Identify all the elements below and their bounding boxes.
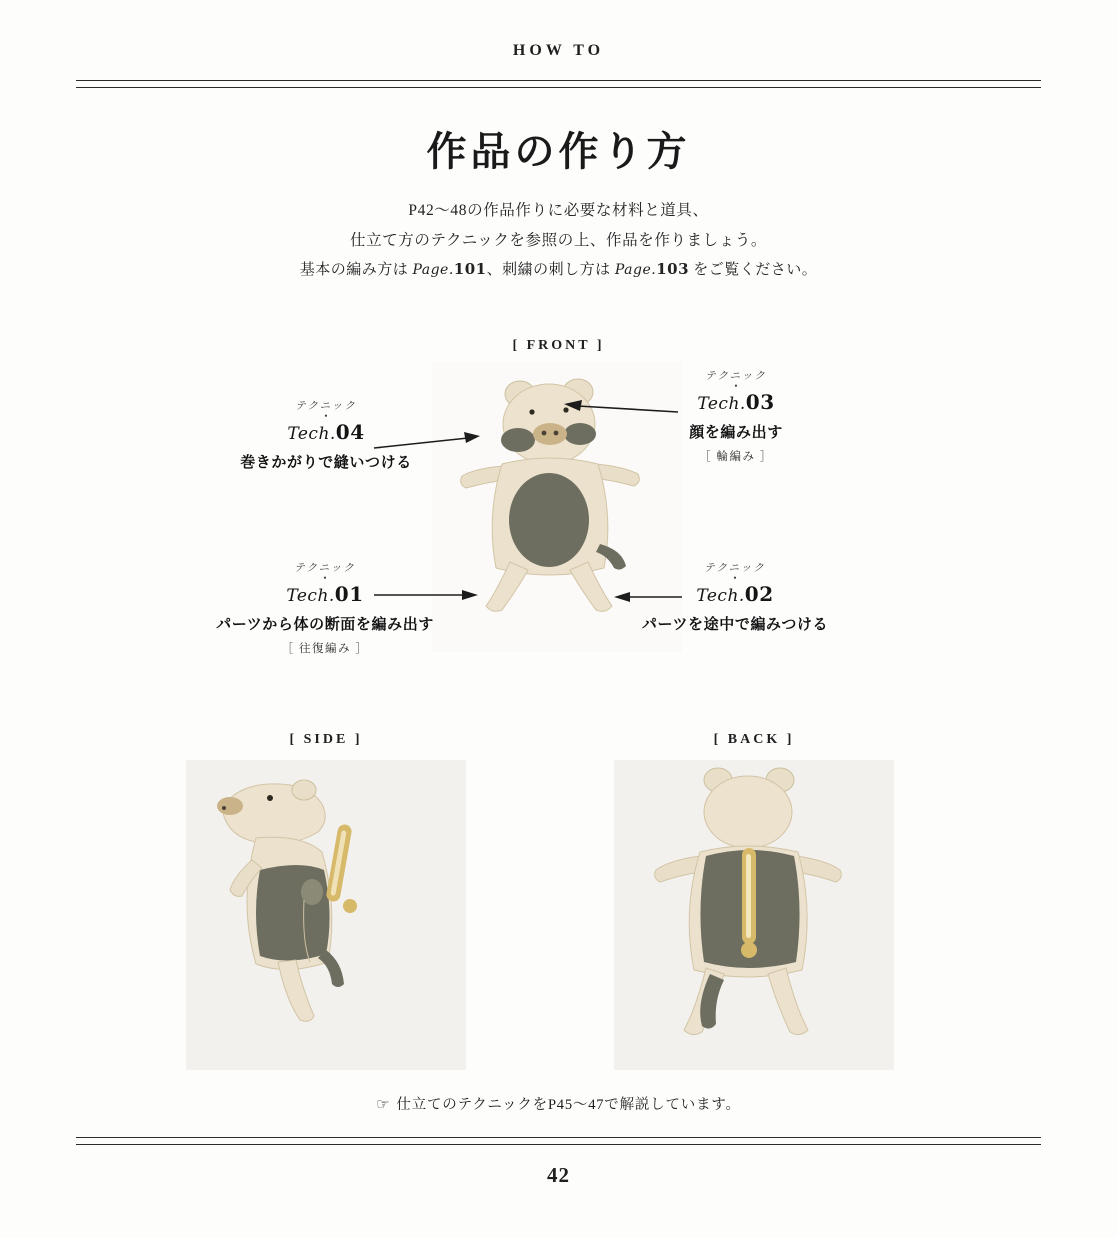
page-ref-103-number: 103 — [656, 260, 690, 278]
callout-tech-02-number: 02 — [744, 582, 774, 606]
arrow-tech-02 — [612, 588, 684, 608]
callout-tech-03-number: 03 — [745, 390, 775, 414]
pointing-hand-icon: ☞ — [376, 1097, 391, 1113]
callout-tech-03-bracket: ［ 輪編み ］ — [699, 451, 773, 463]
callout-tech-01-dot: • — [323, 573, 327, 583]
page-title: 作品の作り方 — [426, 129, 691, 174]
callout-tech-01-description: パーツから体の断面を編み出す — [216, 617, 434, 633]
callout-tech-04-prefix: Tech. — [287, 424, 336, 444]
callout-tech-01-kana: テクニック — [294, 562, 356, 574]
page-ref-101 — [412, 262, 486, 278]
intro-line-2: 仕立て方のテクニックを参照の上、作品を作りましょう。 — [349, 232, 768, 249]
reference-note-suffix: をご覧ください。 — [689, 262, 818, 278]
photo-back-view — [614, 760, 894, 1070]
view-label-front: [ FRONT ] — [512, 338, 605, 353]
callout-tech-04-kana: テクニック — [295, 400, 357, 412]
reference-note — [0, 258, 1117, 279]
callout-tech-01-number: 01 — [334, 582, 364, 606]
view-label-back: [ BACK ] — [713, 732, 795, 747]
page-ref-101-label: Page. — [412, 262, 454, 278]
page-ref-103 — [615, 262, 689, 278]
callout-tech-04-number: 04 — [335, 420, 365, 444]
callout-tech-04-description: 巻きかがりで縫いつける — [240, 455, 412, 471]
callout-tech-02-description: パーツを途中で編みつける — [641, 617, 829, 633]
callout-tech-03-prefix: Tech. — [697, 394, 746, 414]
photo-side-view — [186, 760, 466, 1070]
callout-tech-01-bracket: ［ 往復編み ］ — [281, 643, 369, 655]
callout-tech-02-prefix: Tech. — [696, 586, 745, 606]
arrow-tech-01 — [372, 586, 482, 606]
view-label-side: [ SIDE ] — [289, 732, 363, 747]
callout-tech-03-description: 顔を編み出す — [689, 425, 783, 441]
page-ref-101-number: 101 — [453, 260, 487, 278]
reference-note-middle: 、刺繍の刺し方は — [486, 262, 615, 278]
reference-note-prefix: 基本の編み方は — [299, 262, 413, 278]
callout-tech-01-prefix: Tech. — [286, 586, 335, 606]
intro-paragraph — [0, 196, 1117, 256]
header-divider-rule — [76, 80, 1041, 88]
page-number: 42 — [547, 1163, 570, 1187]
footer-technique-note — [0, 1093, 1117, 1114]
brooch-pin — [325, 823, 357, 913]
page-header-label: HOW TO — [512, 42, 605, 59]
back-figure-illustration — [614, 760, 894, 1070]
callout-tech-02-kana: テクニック — [704, 562, 766, 574]
side-figure-illustration — [186, 760, 466, 1070]
callout-tech-03-kana: テクニック — [705, 370, 767, 382]
callout-tech-01 — [180, 560, 470, 656]
intro-line-1: P42〜48の作品作りに必要な材料と道具、 — [408, 202, 709, 219]
arrow-tech-03 — [560, 398, 680, 420]
callout-tech-03-dot: • — [734, 381, 738, 391]
footer-divider-rule — [76, 1137, 1041, 1145]
arrow-tech-04 — [372, 430, 484, 456]
page-ref-103-label: Page. — [614, 262, 657, 278]
callout-tech-02-dot: • — [733, 573, 737, 583]
footer-technique-note-text: 仕立てのテクニックをP45〜47で解説しています。 — [396, 1097, 741, 1113]
callout-tech-04-dot: • — [324, 411, 328, 421]
